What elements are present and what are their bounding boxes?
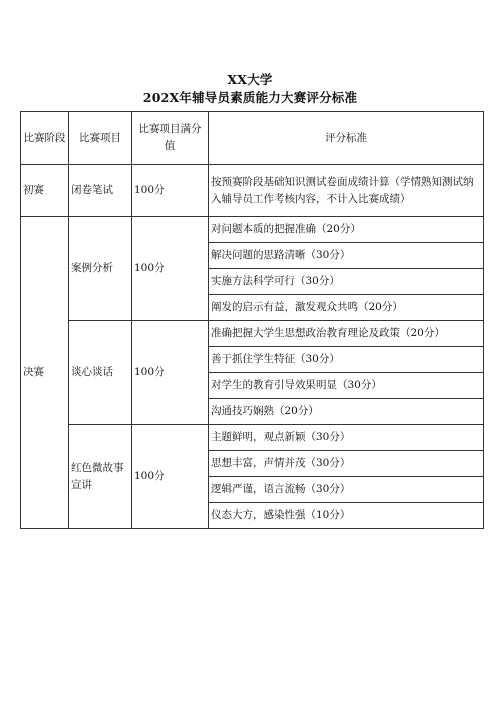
stage-final: 决赛: [21, 217, 69, 529]
criterion-story-3: 逻辑严谨，语言流畅（30分）: [209, 477, 484, 503]
score-heart-talk: 100分: [132, 321, 209, 425]
criterion-talk-4: 沟通技巧娴熟（20分）: [209, 399, 484, 425]
table-header-row: [21, 112, 484, 165]
table-row: [21, 217, 484, 243]
item-red-story: 红色微故事宣讲: [69, 425, 132, 529]
item-heart-talk: 谈心谈话: [69, 321, 132, 425]
document-title-main: 202X年辅导员素质能力大赛评分标准: [142, 90, 358, 105]
criterion-case-2: 解决问题的思路清晰（30分）: [209, 243, 484, 269]
score-case-analysis: 100分: [132, 217, 209, 321]
standard-closed-book-exam: 按预赛阶段基础知识测试卷面成绩计算（学情熟知测试纳入辅导员工作考核内容，不计入比赛成绩）: [209, 165, 484, 217]
header-item: 比赛项目: [69, 112, 132, 165]
criterion-story-2: 思想丰富，声情并茂（30分）: [209, 451, 484, 477]
table-row: [21, 321, 484, 347]
score-red-story: 100分: [132, 425, 209, 529]
header-stage: 比赛阶段: [21, 112, 69, 165]
header-standard: 评分标准: [209, 112, 484, 165]
header-full-score: 比赛项目满分值: [132, 112, 209, 165]
item-case-analysis: 案例分析: [69, 217, 132, 321]
item-closed-book-exam: 闭卷笔试: [69, 165, 132, 217]
criterion-talk-2: 善于抓住学生特征（30分）: [209, 347, 484, 373]
criterion-case-1: 对问题本质的把握准确（20分）: [209, 217, 484, 243]
criterion-story-1: 主题鲜明，观点新颖（30分）: [209, 425, 484, 451]
criterion-talk-1: 准确把握大学生思想政治教育理论及政策（20分）: [209, 321, 484, 347]
score-closed-book-exam: 100分: [132, 165, 209, 217]
scoring-criteria-table: [20, 111, 484, 529]
criterion-case-3: 实施方法科学可行（30分）: [209, 269, 484, 295]
criterion-case-4: 阐发的启示有益，激发观众共鸣（20分）: [209, 295, 484, 321]
criterion-story-4: 仪态大方，感染性强（10分）: [209, 503, 484, 529]
table-row: [21, 425, 484, 451]
criterion-talk-3: 对学生的教育引导效果明显（30分）: [209, 373, 484, 399]
stage-preliminary: 初赛: [21, 165, 69, 217]
document-title-university: XX大学: [227, 72, 273, 87]
table-row-preliminary: [21, 165, 484, 217]
